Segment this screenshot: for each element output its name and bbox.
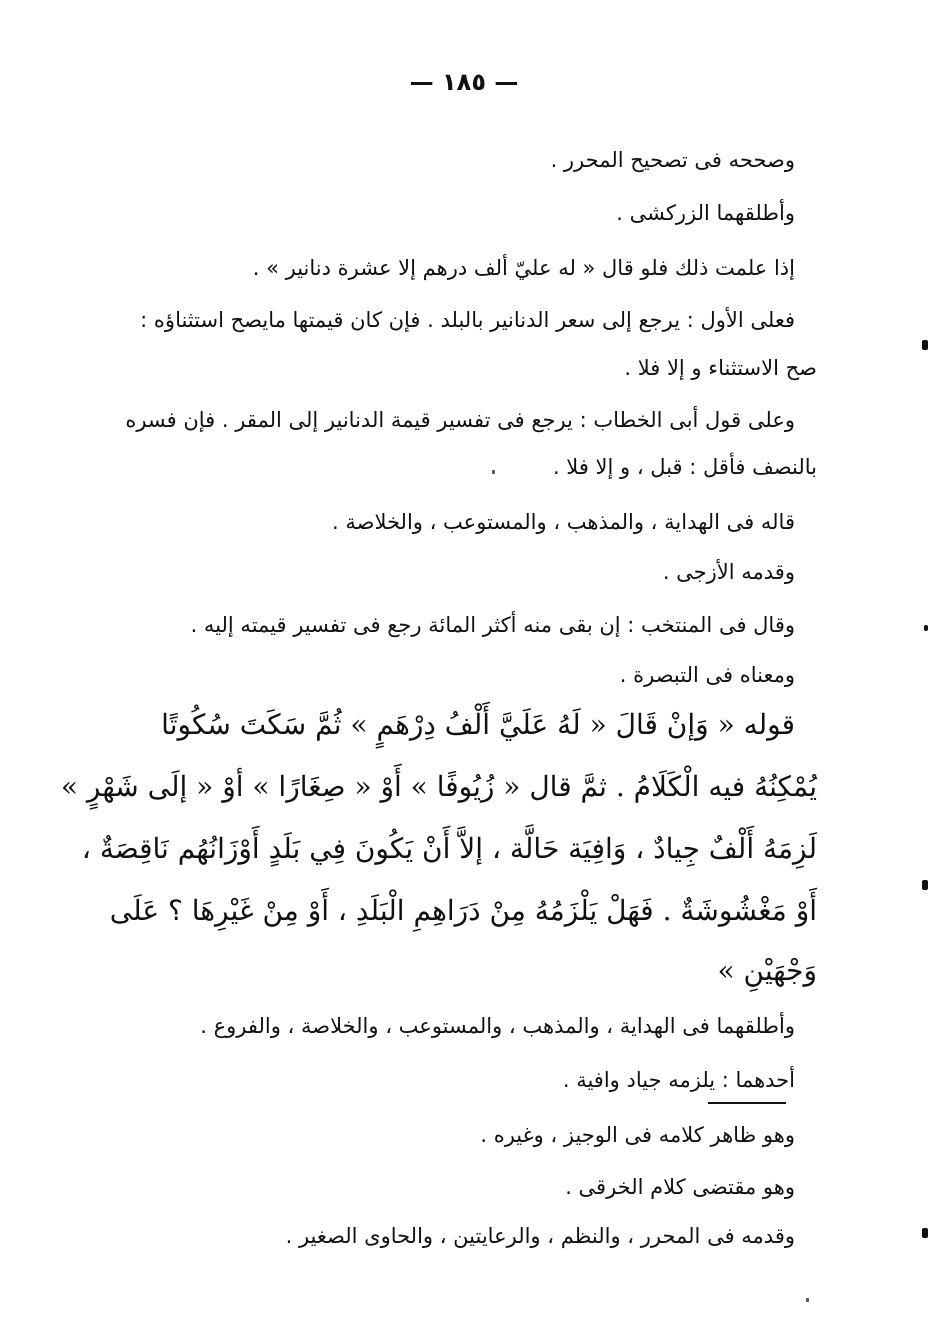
- body-text: [60, 0, 817, 1343]
- text-line: وعلى قول أبى الخطاب : يرجع فى تفسير قيمة الدنانير إلى المقر . فإن فسره: [125, 408, 795, 432]
- text-line: وقدمه الأزجى .: [662, 560, 795, 584]
- margin-mark: [922, 1228, 928, 1238]
- margin-mark: [922, 340, 928, 350]
- text-line: ومعناه فى التبصرة .: [619, 663, 795, 687]
- quoted-passage-line: لَزِمَهُ أَلْفٌ جِيادٌ ، وَافِيَة حَالَّة ، إلاَّ أَنْ يَكُونَ فِي بَلَدٍ أَوْزَانُهُم نَاقِصَةٌ ،: [81, 832, 817, 865]
- quoted-passage-line: يُمْكِنُهُ فيه الْكَلَامُ . ثمَّ قال « زُيُوفًا » أَوْ « صِغَارًا » أوْ « إلَى شَهْرٍ »: [60, 770, 817, 803]
- text-line: إذا علمت ذلك فلو قال « له عليّ ألف درهم إلا عشرة دنانير » .: [252, 256, 795, 280]
- text-line: بالنصف فأقل : قبل ، و إلا فلا .: [552, 455, 817, 479]
- quoted-passage-line: قوله « وَإنْ قَالَ « لَهُ عَلَيَّ أَلْفُ دِرْهَمٍ » ثُمَّ سَكَتَ سُكُوتًا: [161, 708, 795, 741]
- text-line: صح الاستثناء و إلا فلا .: [624, 356, 817, 380]
- text-line: أحدهما : يلزمه جياد وافية .: [562, 1068, 795, 1092]
- text-line: وقدمه فى المحرر ، والنظم ، والرعايتين ، والحاوى الصغير .: [285, 1224, 795, 1248]
- text-line: فعلى الأول : يرجع إلى سعر الدنانير بالبلد . فإن كان قيمتها مايصح استثناؤه :: [140, 308, 795, 332]
- scan-speck: [806, 1298, 809, 1302]
- handwritten-underline: [708, 1102, 786, 1104]
- text-line: وصححه فى تصحيح المحرر .: [550, 148, 795, 172]
- text-line: قاله فى الهداية ، والمذهب ، والمستوعب ، والخلاصة .: [332, 510, 795, 534]
- page-number: — ١٨٥ —: [409, 68, 519, 96]
- margin-mark: [922, 880, 928, 890]
- scan-speck: [492, 470, 495, 474]
- margin-mark: [924, 625, 928, 631]
- text-line: وأطلقهما الزركشى .: [616, 201, 795, 225]
- quoted-passage-line: وَجْهَيْنِ »: [717, 954, 817, 987]
- text-line: وهو مقتضى كلام الخرقى .: [565, 1175, 795, 1199]
- quoted-passage-line: أَوْ مَغْشُوشَةٌ . فَهَلْ يَلْزَمُهُ مِنْ دَرَاهِمِ الْبَلَدِ ، أَوْ مِنْ غَيْرِهَا ؟ عَلَى: [109, 894, 817, 927]
- text-line: وقال فى المنتخب : إن بقى منه أكثر المائة رجع فى تفسير قيمته إليه .: [190, 613, 795, 637]
- text-line: وأطلقهما فى الهداية ، والمذهب ، والمستوعب ، والخلاصة ، والفروع .: [200, 1014, 795, 1038]
- text-line: وهو ظاهر كلامه فى الوجيز ، وغيره .: [480, 1123, 795, 1147]
